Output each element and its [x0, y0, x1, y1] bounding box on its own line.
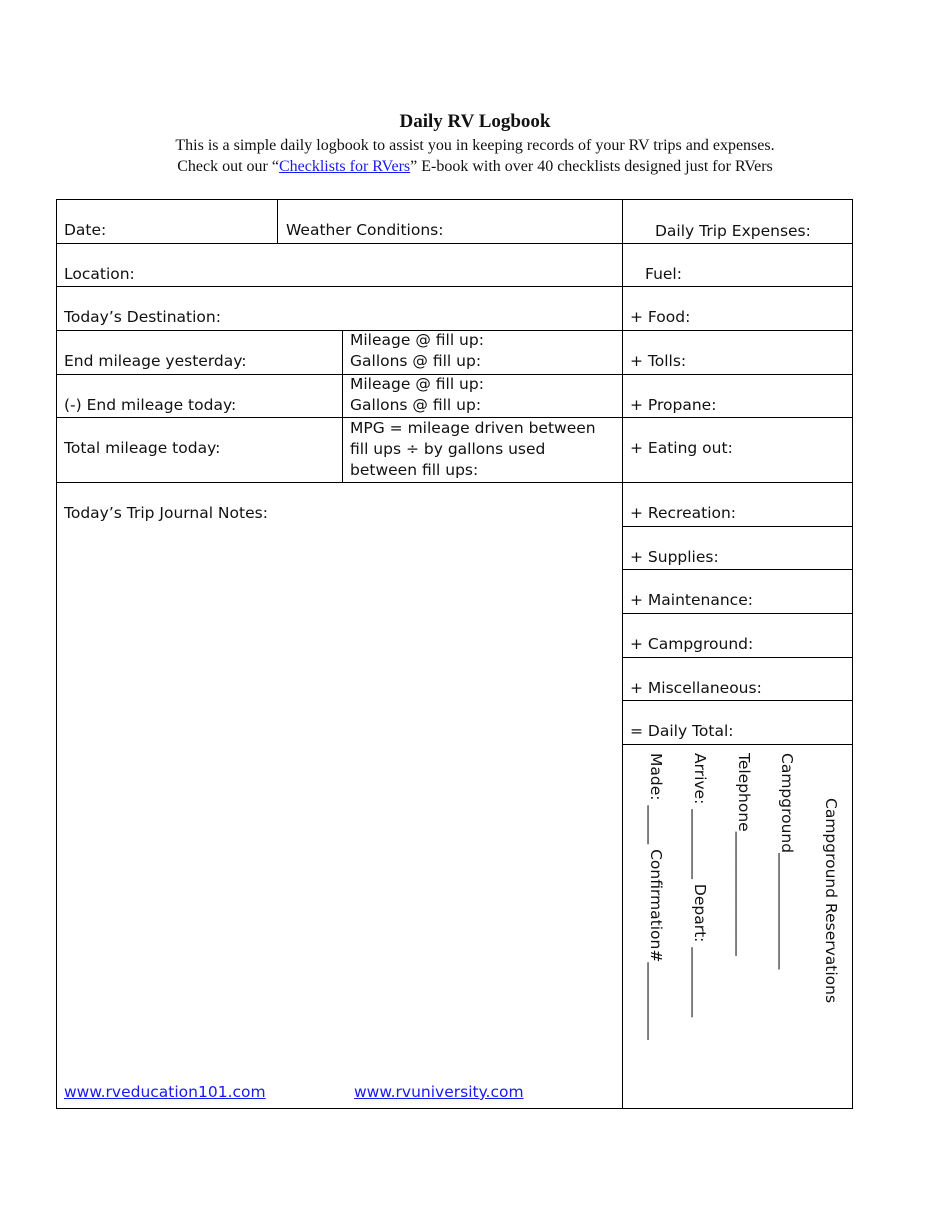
total-mileage-label: Total mileage today: [64, 439, 221, 457]
end-mileage-today-label: (-) End mileage today: [64, 396, 237, 414]
reservation-telephone: Telephone________________ [735, 753, 753, 956]
journal-label: Today’s Trip Journal Notes: [64, 504, 268, 522]
reservation-campground: Campground_______________ [778, 753, 796, 970]
reservation-made-confirmation: Made: _____ Confirmation#__________ [647, 753, 665, 1040]
divider [622, 526, 853, 527]
divider [622, 700, 853, 701]
expense-fuel: Fuel: [645, 265, 682, 283]
checklists-link[interactable]: Checklists for RVers [278, 158, 411, 175]
divider [622, 482, 853, 483]
divider [622, 744, 853, 745]
fillup-mileage-label: Mileage @ fill up: [350, 331, 484, 349]
divider [622, 243, 853, 244]
divider [56, 482, 623, 483]
divider [622, 330, 853, 331]
expense-tolls: + Tolls: [630, 352, 687, 370]
divider [622, 199, 623, 1109]
expense-supplies: + Supplies: [630, 548, 719, 566]
expense-campground: + Campground: [630, 635, 754, 653]
fillup-mileage-label: Mileage @ fill up: [350, 375, 484, 393]
expense-eating-out: + Eating out: [630, 439, 733, 457]
expenses-header: Daily Trip Expenses: [655, 222, 811, 240]
divider [622, 657, 853, 658]
rveducation-link[interactable]: www.rveducation101.com [64, 1083, 266, 1101]
fillup-gallons-label: Gallons @ fill up: [350, 352, 482, 370]
divider [622, 374, 853, 375]
rvuniversity-link[interactable]: www.rvuniversity.com [354, 1083, 524, 1101]
location-label: Location: [64, 265, 135, 283]
mpg-formula: MPG = mileage driven between [350, 419, 596, 437]
expense-miscellaneous: + Miscellaneous: [630, 679, 762, 697]
expense-daily-total: = Daily Total: [630, 722, 734, 740]
mpg-formula: fill ups ÷ by gallons used [350, 440, 546, 458]
mpg-formula: between fill ups: [350, 461, 479, 479]
intro-text: This is a simple daily logbook to assist you in keeping records of your RV trips and expenses. [175, 137, 775, 154]
divider [622, 613, 853, 614]
end-mileage-yesterday-label: End mileage yesterday: [64, 352, 247, 370]
date-label: Date: [64, 221, 107, 239]
destination-label: Today’s Destination: [64, 308, 221, 326]
expense-maintenance: + Maintenance: [630, 591, 753, 609]
divider [622, 569, 853, 570]
promo-prefix: Check out our “ [177, 158, 279, 175]
divider [622, 417, 853, 418]
weather-label: Weather Conditions: [286, 221, 444, 239]
divider [56, 243, 623, 244]
promo-text [0, 158, 950, 176]
divider [277, 199, 278, 243]
expense-food: + Food: [630, 308, 691, 326]
divider [622, 286, 853, 287]
reservations-heading: Campground Reservations [822, 798, 840, 1004]
page-title: Daily RV Logbook [399, 111, 551, 132]
divider [56, 374, 623, 375]
divider [56, 286, 623, 287]
reservation-arrive-depart: Arrive: _________ Depart: _________ [691, 753, 709, 1018]
divider [342, 330, 343, 483]
expense-recreation: + Recreation: [630, 504, 737, 522]
promo-suffix: ” E-book with over 40 checklists designed just for RVers [410, 158, 773, 175]
expense-propane: + Propane: [630, 396, 717, 414]
divider [56, 330, 623, 331]
fillup-gallons-label: Gallons @ fill up: [350, 396, 482, 414]
